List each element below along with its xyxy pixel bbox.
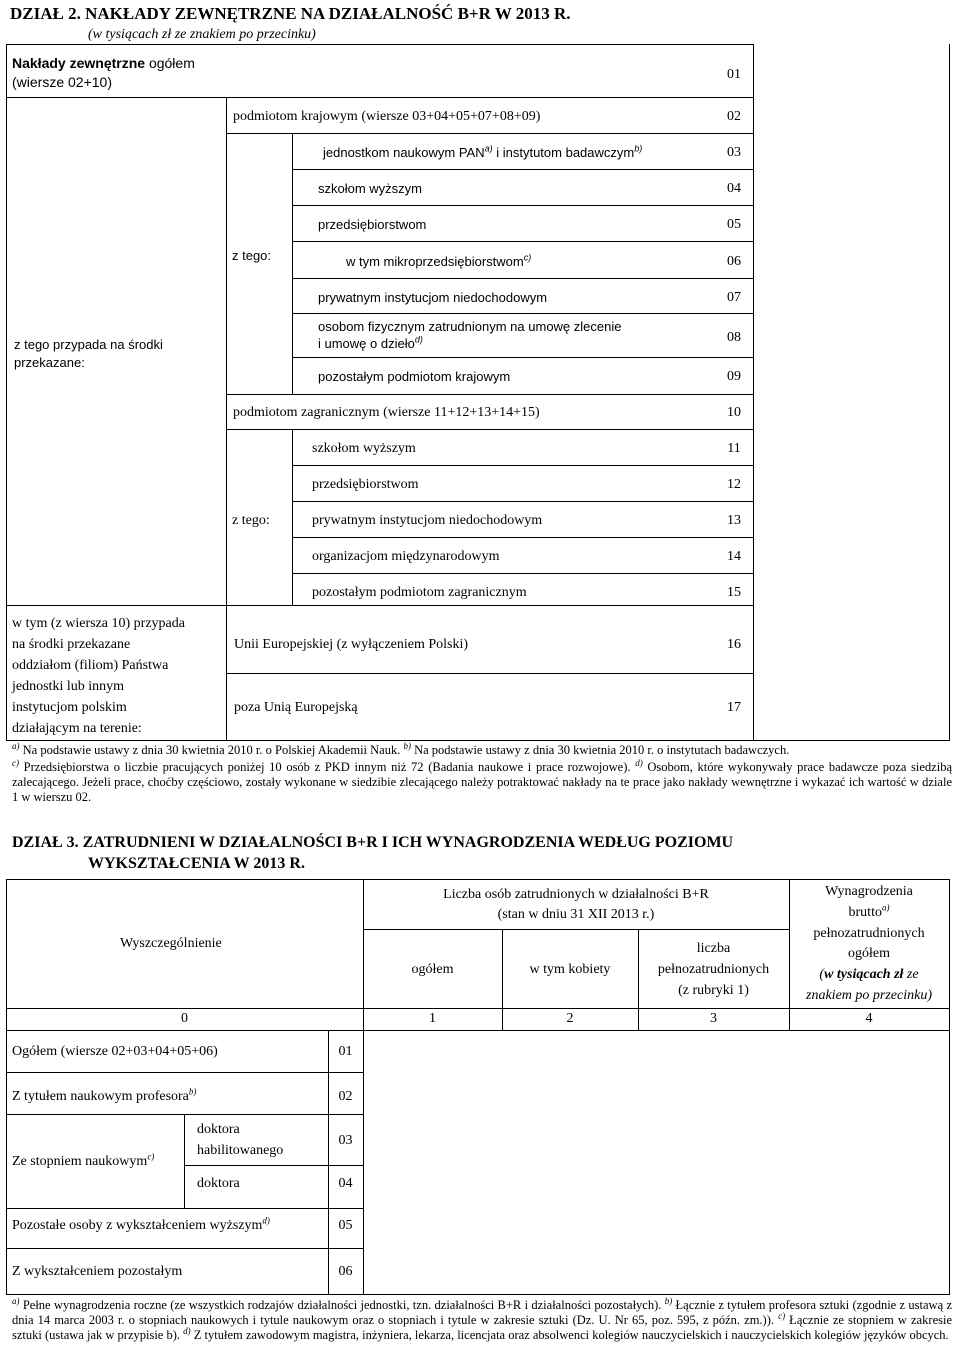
intl-label-line6: działającym na terenie: [12, 721, 142, 736]
row-num-13: 13 [727, 513, 741, 528]
s3-row-label-05: Pozostałe osoby z wykształceniem wyższym$^{d)}$ [12, 1215, 270, 1233]
col-header-group-line1: Liczba osób zatrudnionych w działalności B+R [443, 887, 709, 902]
intl-label-line1: w tym (z wiersza 10) przypada [12, 616, 185, 631]
col-index-1: 1 [429, 1011, 436, 1026]
col-header-wyn-line5: (w tysiącach zł ze [819, 967, 919, 982]
s3-row-label-04: doktora [197, 1176, 240, 1191]
row-label-03: jednostkom naukowym PAN$^{a)}$ i instytutom badawczym$^{b)}$ [323, 143, 643, 160]
intl-label-line2: na środki przekazane [12, 637, 131, 652]
intl-label-line3: oddziałom (filiom) Państwa [12, 658, 169, 673]
col-header-liczba-line2: pełnozatrudnionych [657, 962, 770, 977]
row-label-14: organizacjom międzynarodowym [312, 549, 500, 564]
s3-row-num-04: 04 [338, 1176, 353, 1191]
s3-row-label-degree: Ze stopniem naukowym$^{c)}$ [12, 1151, 155, 1169]
s3-row-num-06: 06 [338, 1264, 353, 1279]
col-header-liczba-line1: liczba [696, 941, 731, 956]
s3-row-num-02: 02 [338, 1089, 353, 1104]
row-label-06: w tym mikroprzedsiębiorstwom$^{c)}$ [346, 252, 532, 269]
s3-row-label-02: Z tytułem naukowym profesora$^{b)}$ [12, 1086, 197, 1104]
row-label-02: podmiotom krajowym (wiersze 03+04+05+07+08+09) [233, 109, 541, 124]
row-label-13: prywatnym instytucjom niedochodowym [312, 513, 543, 528]
col-index-4: 4 [865, 1011, 873, 1026]
section2-subtitle: (w tysiącach zł ze znakiem po przecinku) [88, 27, 316, 42]
header-total-label: Nakłady zewnętrzne ogółem [12, 55, 195, 71]
col-header-wyn-line6: znakiem po przecinku) [806, 988, 932, 1003]
row-label-12: przedsiębiorstwom [312, 477, 419, 492]
header-total-sublabel: (wiersze 02+10) [12, 74, 112, 90]
col-header-kobiety: w tym kobiety [529, 962, 611, 977]
row-label-05: przedsiębiorstwom [318, 217, 427, 232]
col-header-wyn-line2: brutto$^{a)}$ [848, 902, 890, 920]
intl-label-line5: instytucjom polskim [12, 700, 127, 715]
row-num-01: 01 [727, 67, 741, 82]
row-num-12: 12 [727, 477, 741, 492]
col-header-wyn-line3: pełnozatrudnionych [813, 926, 925, 941]
col-index-0: 0 [181, 1011, 188, 1026]
row-num-15: 15 [727, 585, 741, 600]
section3-footnotes: $^{a)}$ Pełne wynagrodzenia roczne (ze wszystkich rodzajów działalności jednostki, tzn. działalności B+R i działalności pozostałych). $^{b)}$ Łącznie z tytułem profesora sztuki (zgodnie z ustawą z dnia 14 marca 2003 r. o stopniach naukowych i tytule naukowym oraz o stopniach i tytule w zakresie sztuki (Dz. U. Nr 65, poz. 595, z późn. zm.)). $^{c)}$ Łącznie ze stopniem w zakresie sztuki (ustawa jak w przypisie b). $^{d)}$ Z tytułem zawodowym magistra, inżyniera, lekarza, licencjata oraz absolwenci kolegiów nauczycielskich i nauczycielskich kolegiów języków obcych. [12, 1295, 952, 1342]
left-label-line2: przekazane: [14, 355, 85, 370]
s3-row-label-01: Ogółem (wiersze 02+03+04+05+06) [12, 1044, 218, 1059]
s3-row-label-03-line1: doktora [197, 1122, 240, 1137]
s3-row-label-03-line2: habilitowanego [197, 1143, 284, 1158]
section3-title-line1: DZIAŁ 3. ZATRUDNIENI W DZIAŁALNOŚCI B+R I ICH WYNAGRODZENIA WEDŁUG POZIOMU [12, 834, 734, 851]
col-header-ogolem: ogółem [411, 962, 454, 977]
col-header-liczba-line3: (z rubryki 1) [678, 983, 749, 998]
intl-label-line4: jednostki lub innym [12, 679, 124, 694]
row-label-08-line1: osobom fizycznym zatrudnionym na umowę zlecenie [318, 319, 622, 334]
row-label-11: szkołom wyższym [312, 441, 416, 456]
row-num-11: 11 [727, 441, 741, 456]
row-num-02: 02 [727, 109, 741, 124]
row-num-08: 08 [727, 330, 741, 345]
row-label-10: podmiotom zagranicznym (wiersze 11+12+13+14+15) [233, 405, 540, 420]
col-index-3: 3 [710, 1011, 717, 1026]
row-num-03: 03 [727, 145, 741, 160]
row-num-10: 10 [727, 405, 741, 420]
row-num-17: 17 [727, 700, 741, 715]
row-label-15: pozostałym podmiotom zagranicznym [312, 585, 527, 600]
z-tego-domestic: z tego: [232, 248, 272, 263]
row-label-08-line2: i umowę o dzieło$^{d)}$ [318, 334, 423, 351]
s3-row-label-06: Z wykształceniem pozostałym [12, 1264, 183, 1279]
row-num-09: 09 [727, 369, 741, 384]
col-index-2: 2 [566, 1011, 574, 1026]
s3-row-num-03: 03 [338, 1133, 353, 1148]
row-label-09: pozostałym podmiotom krajowym [318, 369, 511, 384]
row-num-06: 06 [727, 254, 741, 269]
col-header-wyn-line4: ogółem [848, 946, 890, 961]
row-label-17: poza Unią Europejską [234, 700, 358, 715]
col-header-group-line2: (stan w dniu 31 XII 2013 r.) [497, 907, 655, 922]
row-label-07: prywatnym instytucjom niedochodowym [318, 290, 548, 305]
row-num-05: 05 [727, 217, 741, 232]
section2-footnote-2: $^{c)}$ Przedsiębiorstwa o liczbie pracujących poniżej 10 osób z PKD innym niż 72 (Badania naukowe i prace rozwojowe). $^{d)}$ Osobom, które wykonywały prace badawcze poza siedzibą zalecającego. Jeżeli prace, choćby częściowo, zostały wykonane w siedzibie zlecającego należy potraktować nakłady na te prace jako nakłady wewnętrzne i wykazać ich wartość w dziale 1 w wierszu 02. [12, 757, 953, 804]
row-num-04: 04 [727, 181, 741, 196]
section3-title-line2: WYKSZTAŁCENIA W 2013 R. [88, 855, 305, 872]
s3-row-num-05: 05 [338, 1218, 353, 1233]
section2-footnote-1: $^{a)}$ Na podstawie ustawy z dnia 30 kwietnia 2010 r. o Polskiej Akademii Nauk. $^{b)}$ Na podstawie ustawy z dnia 30 kwietnia 2010 r. o instytutach badawczych. [12, 740, 790, 757]
left-label-line1: z tego przypada na środki [14, 337, 163, 352]
section2-title: DZIAŁ 2. NAKŁADY ZEWNĘTRZNE NA DZIAŁALNOŚĆ B+R W 2013 R. [10, 4, 571, 23]
col-header-wyn-line1: Wynagrodzenia [825, 884, 913, 899]
col-header-spec: Wyszczególnienie [120, 936, 222, 951]
row-num-16: 16 [727, 637, 741, 652]
z-tego-foreign: z tego: [232, 513, 270, 528]
row-label-04: szkołom wyższym [318, 181, 423, 196]
row-num-07: 07 [727, 290, 741, 305]
s3-row-num-01: 01 [338, 1044, 353, 1059]
row-num-14: 14 [727, 549, 741, 564]
row-label-16: Unii Europejskiej (z wyłączeniem Polski) [234, 637, 469, 652]
